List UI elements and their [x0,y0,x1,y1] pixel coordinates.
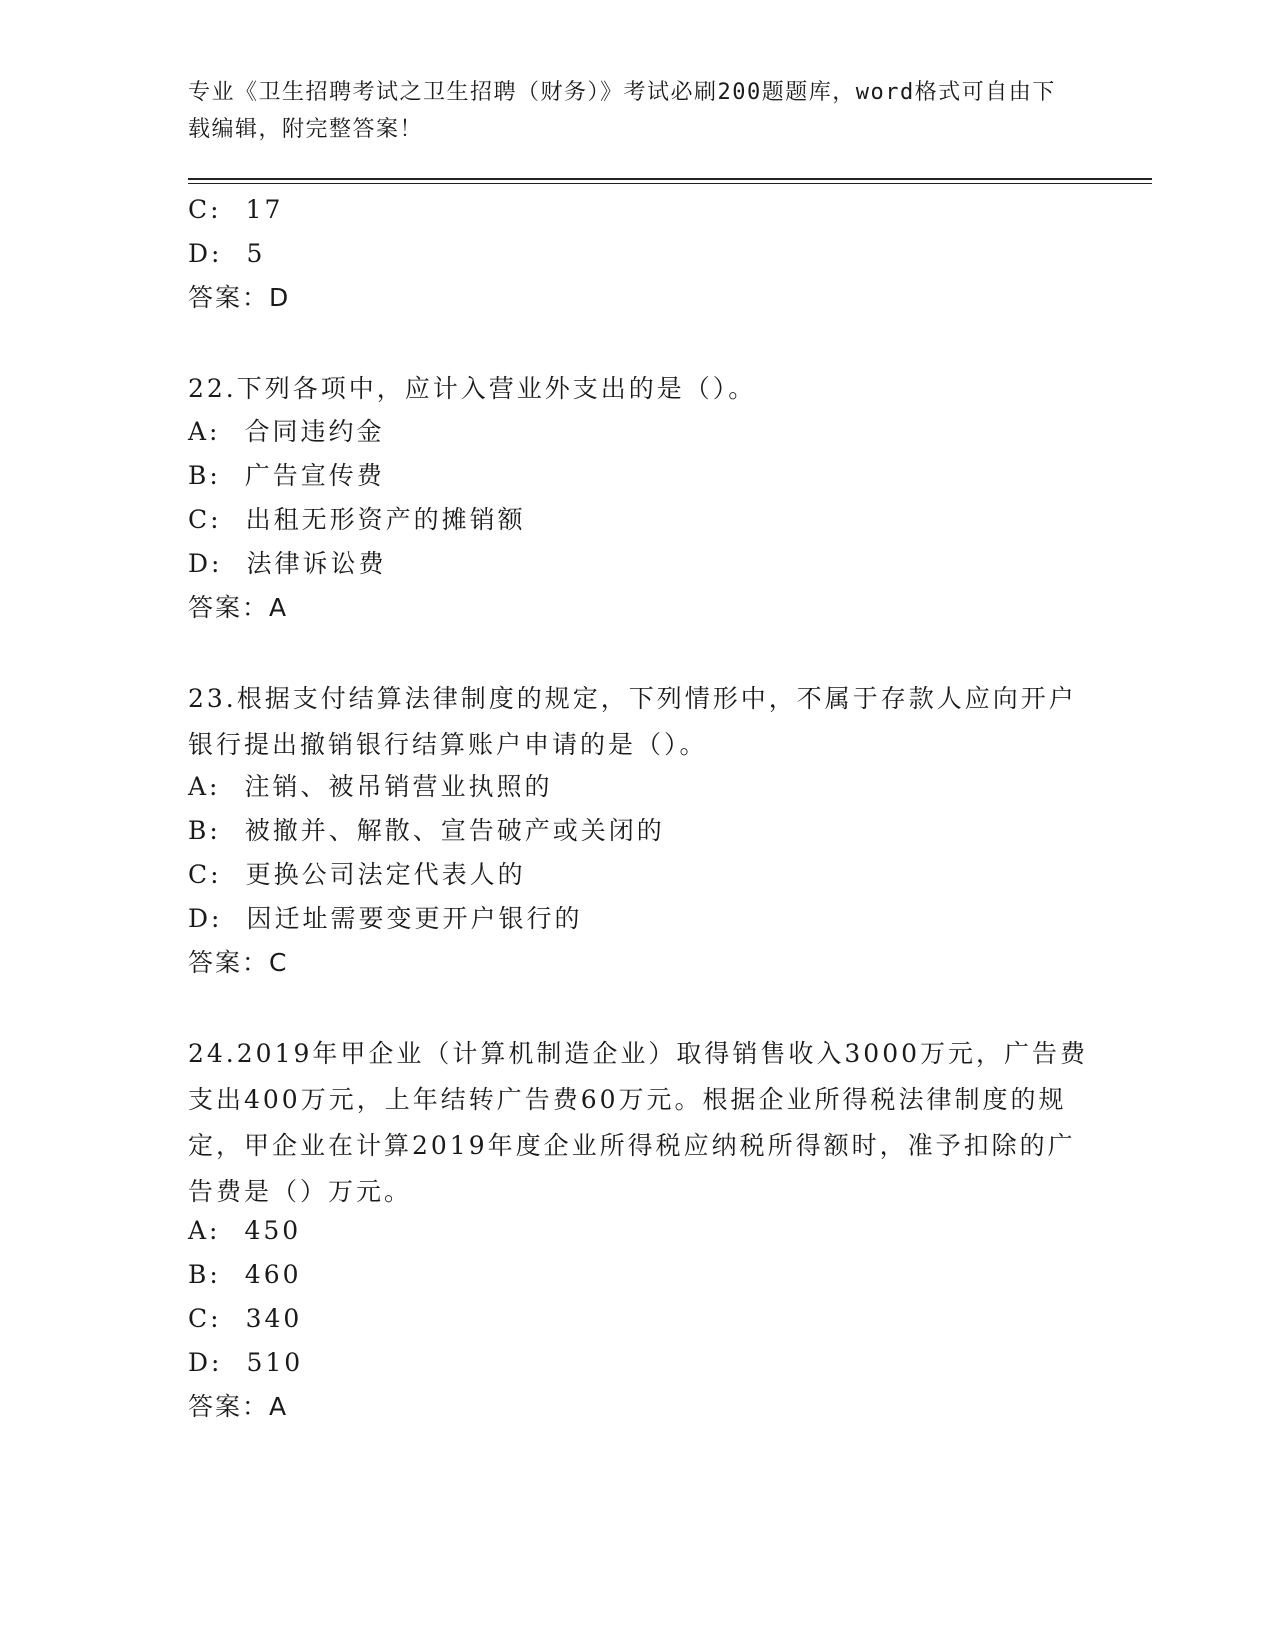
option-line [188,1304,302,1334]
option-line [188,816,665,846]
question-stem: 24.2019年甲企业（计算机制造企业）取得销售收入3000万元，广告费支出400万元，上年结转广告费60万元。根据企业所得税法律制度的规定，甲企业在计算2019年度企业所得税应纳税所得额时，准予扣除的广告费是（）万元。 [188,1039,1089,1206]
option-key: B: [188,816,221,845]
option-key: D: [188,549,223,578]
option-text: 450 [244,1216,302,1245]
option-line [188,1260,302,1290]
option-key: C: [188,505,222,534]
option-text: 17 [245,195,284,224]
option-text: 5 [246,239,266,268]
option-line [188,860,526,890]
option-text: 因迁址需要变更开户银行的 [246,904,583,933]
header-rule-thick [188,178,1152,180]
option-key: B: [188,461,221,490]
question-stem: 23.根据支付结算法律制度的规定，下列情形中，不属于存款人应向开户银行提出撤销银行结算账户申请的是（）。 [188,684,1077,759]
question-stem: 22.下列各项中，应计入营业外支出的是（）。 [188,374,757,403]
option-key: D: [188,239,223,268]
option-text: 广告宣传费 [244,461,385,490]
option-text: 被撤并、解散、宣告破产或关闭的 [244,816,665,845]
option-key: C: [188,860,222,889]
answer-line: 答案：A [188,593,289,622]
document-header: 专业《卫生招聘考试之卫生招聘（财务）》考试必刷200题题库，word格式可自由下载编辑，附完整答案！ [188,80,1056,142]
answer-line: 答案：C [188,948,289,977]
header-rule-thin [188,183,1152,184]
option-line [188,505,526,535]
option-line [188,461,385,491]
option-key: C: [188,1304,222,1333]
option-text: 460 [244,1260,302,1289]
option-line [188,549,386,579]
answer-line: 答案：A [188,1392,289,1421]
option-text: 注销、被吊销营业执照的 [244,772,553,801]
option-text: 510 [246,1348,304,1377]
option-key: A: [188,417,221,446]
option-key: C: [188,195,222,224]
option-line [188,772,553,802]
option-line [188,195,283,225]
option-line [188,239,265,269]
answer-line: 答案：D [188,283,291,312]
option-text: 更换公司法定代表人的 [245,860,526,889]
option-text: 出租无形资产的摊销额 [245,505,526,534]
option-text: 340 [245,1304,303,1333]
option-key: A: [188,1216,221,1245]
option-text: 合同违约金 [244,417,385,446]
option-line [188,417,385,447]
option-line [188,904,582,934]
option-line [188,1216,301,1246]
option-text: 法律诉讼费 [246,549,387,578]
option-key: D: [188,904,223,933]
option-key: B: [188,1260,221,1289]
option-key: D: [188,1348,223,1377]
option-line [188,1348,303,1378]
option-key: A: [188,772,221,801]
